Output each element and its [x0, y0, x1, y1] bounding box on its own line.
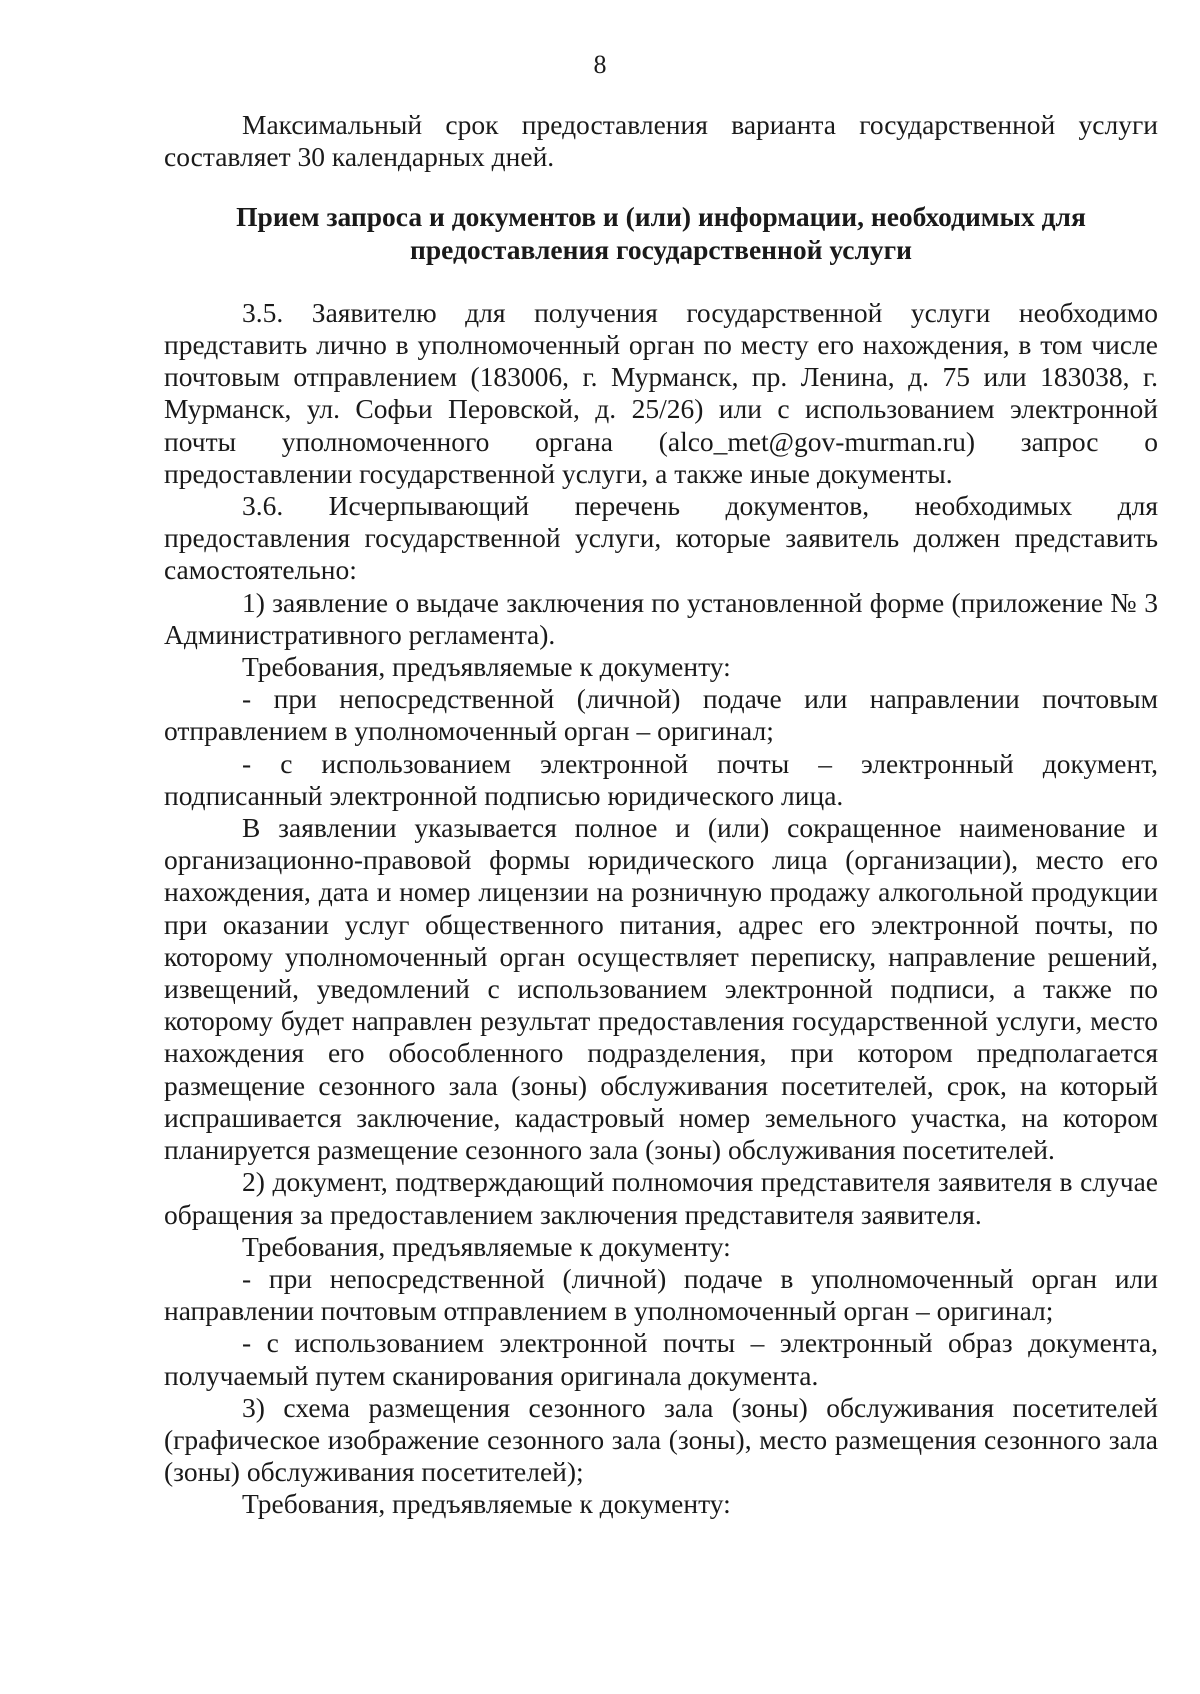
requirement-item: - с использованием электронной почты – электронный образ документа, получаемый путем сканирования оригинала документа.: [164, 1327, 1158, 1391]
intro-paragraph: Максимальный срок предоставления варианта государственной услуги составляет 30 календарных дней.: [164, 109, 1158, 173]
section-heading: Прием запроса и документов и (или) информации, необходимых для предоставления государственной услуги: [236, 201, 1086, 265]
requirement-item: - при непосредственной (личной) подаче или направлении почтовым отправлением в уполномоченный орган – оригинал;: [164, 683, 1158, 747]
requirements-label: Требования, предъявляемые к документу:: [242, 1488, 731, 1520]
document-body: [164, 109, 1158, 1521]
paragraph-3-6: 3.6. Исчерпывающий перечень документов, необходимых для предоставления государственной услуги, которые заявитель должен представить самостоятельно:: [164, 490, 1158, 586]
requirement-item: - при непосредственной (личной) подаче в уполномоченный орган или направлении почтовым отправлением в уполномоченный орган – оригинал;: [164, 1262, 1158, 1327]
application-details-paragraph: В заявлении указывается полное и (или) сокращенное наименование и организационно-правовой формы юридического лица (организации), место его нахождения, дата и номер лицензии на розничную продажу алкогольной продукции при оказании услуг общественного питания, адрес его электронной почты, по которому уполномоченный орган осуществляет переписку, направление решений, извещений, уведомлений с использованием электронной подписи, а также по которому будет направлен результат предоставления государственной услуги, место нахождения его обособленного подразделения, при котором предполагается размещение сезонного зала (зоны) обслуживания посетителей, срок, на который испрашивается заключение, кадастровый номер земельного участка, на котором планируется размещение сезонного зала (зоны) обслуживания посетителей.: [164, 812, 1158, 1166]
page-number: 8: [593, 50, 607, 79]
requirement-item: - с использованием электронной почты – электронный документ, подписанный электронной подписью юридического лица.: [164, 747, 1158, 811]
requirements-label: Требования, предъявляемые к документу:: [242, 651, 731, 683]
list-item-2: 2) документ, подтверждающий полномочия представителя заявителя в случае обращения за предоставлением заключения представителя заявителя.: [164, 1166, 1158, 1230]
paragraph-3-5: 3.5. Заявителю для получения государственной услуги необходимо представить лично в уполномоченный орган по месту его нахождения, в том числе почтовым отправлением (183006, г. Мурманск, пр. Ленина, д. 75 или 183038, г. Мурманск, ул. Софьи Перовской, д. 25/26) или с использованием электронной почты уполномоченного органа (alco_met@gov-murman.ru) запрос о предоставлении государственной услуги, а также иные документы.: [164, 296, 1158, 489]
list-item-1: 1) заявление о выдаче заключения по установленной форме (приложение № 3 Административного регламента).: [164, 586, 1158, 650]
requirements-label: Требования, предъявляемые к документу:: [242, 1230, 731, 1262]
list-item-3: 3) схема размещения сезонного зала (зоны) обслуживания посетителей (графическое изображение сезонного зала (зоны), место размещения сезонного зала (зоны) обслуживания посетителей);: [164, 1391, 1158, 1488]
